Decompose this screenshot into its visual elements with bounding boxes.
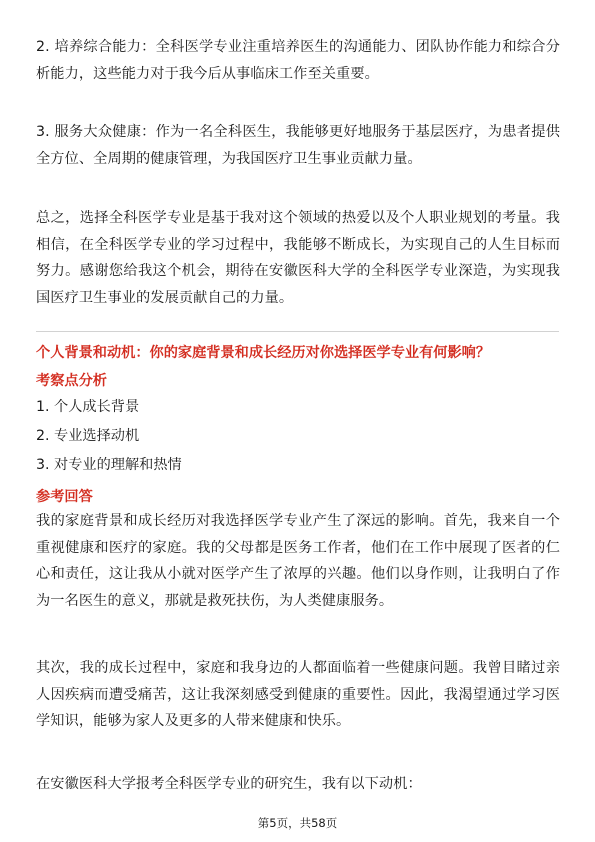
interview-question: 个人背景和动机：你的家庭背景和成长经历对你选择医学专业有何影响？ (36, 345, 491, 361)
page-number: 第5页，共58页 (257, 816, 338, 830)
paragraph-serve-public-health: 3. 服务大众健康：作为一名全科医生，我能够更好地服务于基层医疗，为患者提供全方位、全周期的健康管理，为我国医疗卫生事业贡献力量。 (36, 124, 560, 167)
answer-heading: 参考回答 (36, 489, 93, 505)
paragraph-cultivate-skills: 2. 培养综合能力：全科医学专业注重培养医生的沟通能力、团队协作能力和综合分析能力，这些能力对于我今后从事临床工作至关重要。 (36, 39, 560, 82)
analysis-point: 3. 对专业的理解和热情 (36, 457, 182, 473)
answer-paragraph-growth: 其次，我的成长过程中，家庭和我身边的人都面临着一些健康问题。我曾目睹过亲人因疾病而遭受痛苦，这让我深刻感受到健康的重要性。因此，我渴望通过学习医学知识，能够为家人及更多的人带来健康和快乐。 (36, 660, 560, 729)
answer-paragraph-motivation: 在安徽医科大学报考全科医学专业的研究生，我有以下动机： (36, 776, 422, 792)
analysis-heading: 考察点分析 (36, 373, 107, 389)
answer-paragraph-family: 我的家庭背景和成长经历对我选择医学专业产生了深远的影响。首先，我来自一个重视健康和医疗的家庭。我的父母都是医务工作者，他们在工作中展现了医者的仁心和责任，这让我从小就对医学产生了浓厚的兴趣。他们以身作则，让我明白了作为一名医生的意义，那就是救死扶伤，为人类健康服务。 (36, 513, 560, 609)
analysis-point: 2. 专业选择动机 (36, 428, 140, 444)
analysis-point: 1. 个人成长背景 (36, 399, 140, 415)
section-divider (36, 331, 559, 332)
paragraph-conclusion: 总之，选择全科医学专业是基于我对这个领域的热爱以及个人职业规划的考量。我相信，在全科医学专业的学习过程中，我能够不断成长，为实现自己的人生目标而努力。感谢您给我这个机会，期待在安徽医科大学的全科医学专业深造，为实现我国医疗卫生事业的发展贡献自己的力量。 (36, 210, 560, 306)
